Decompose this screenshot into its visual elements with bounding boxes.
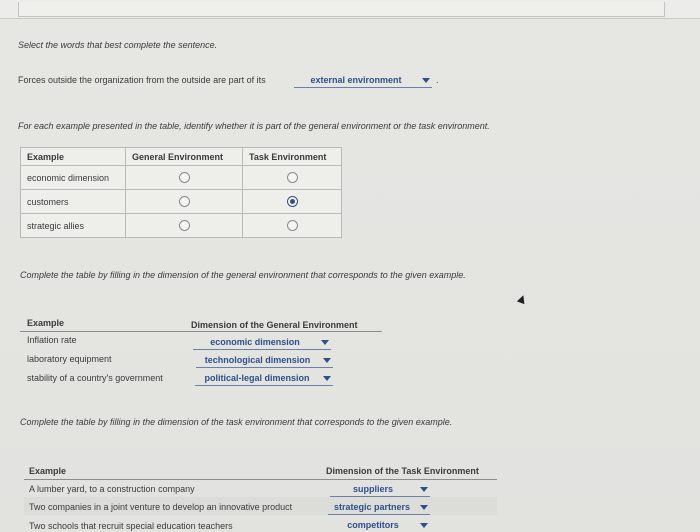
q2-header-row xyxy=(21,148,342,166)
q2-header-task: Task Environment xyxy=(243,148,342,166)
q3-dropdown-value: economic dimension xyxy=(210,337,300,347)
q2-table xyxy=(20,147,342,238)
table-row xyxy=(21,190,342,214)
q1-dropdown-value: external environment xyxy=(310,75,402,85)
q1-sentence-prefix: Forces outside the organization from the outside are part of its xyxy=(18,75,266,85)
top-input-frame xyxy=(18,2,665,17)
q4-instruction: Complete the table by filling in the dimension of the task environment that corresponds to the given example. xyxy=(20,417,453,427)
chevron-down-icon xyxy=(321,340,329,345)
q4-dropdown-3[interactable] xyxy=(330,520,430,532)
q3-header-rule xyxy=(20,331,382,332)
q4-dropdown-value: strategic partners xyxy=(333,502,411,512)
chevron-down-icon xyxy=(422,78,430,83)
q3-header-example: Example xyxy=(27,318,65,328)
table-row xyxy=(21,166,342,190)
radio-task-selected[interactable] xyxy=(287,196,298,207)
q4-row-example: Two schools that recruit special education teachers xyxy=(29,521,233,531)
q2-instruction: For each example presented in the table, identify whether it is part of the general environment or the task environment. xyxy=(18,121,490,131)
q4-dropdown-value: competitors xyxy=(347,520,399,530)
q3-dropdown-2[interactable] xyxy=(196,355,333,368)
radio-task[interactable] xyxy=(287,220,298,231)
q1-sentence-suffix: . xyxy=(436,75,439,85)
q3-dropdown-value: technological dimension xyxy=(204,355,311,365)
radio-task[interactable] xyxy=(287,172,298,183)
q3-row-example: stability of a country's government xyxy=(27,373,163,383)
q3-dropdown-value: political-legal dimension xyxy=(204,373,310,383)
top-bar xyxy=(0,0,700,19)
chevron-down-icon xyxy=(420,505,428,510)
q4-header-dimension: Dimension of the Task Environment xyxy=(326,466,479,476)
q2-row-example: economic dimension xyxy=(21,166,126,190)
q4-row-example: Two companies in a joint venture to develop an innovative product xyxy=(29,502,293,512)
chevron-down-icon xyxy=(420,523,428,528)
q3-dropdown-1[interactable] xyxy=(193,337,331,350)
q4-dropdown-1[interactable] xyxy=(330,484,430,497)
q3-instruction: Complete the table by filling in the dimension of the general environment that corresponds to the given example. xyxy=(20,270,466,280)
q3-row-example: laboratory equipment xyxy=(27,354,112,364)
table-row xyxy=(21,214,342,238)
q4-header-rule xyxy=(24,479,497,480)
q2-row-example: customers xyxy=(21,190,126,214)
q3-row-example: Inflation rate xyxy=(27,335,77,345)
radio-general[interactable] xyxy=(179,220,190,231)
chevron-down-icon xyxy=(323,358,331,363)
q4-header-example: Example xyxy=(29,466,67,476)
chevron-down-icon xyxy=(420,487,428,492)
chevron-down-icon xyxy=(323,376,331,381)
q2-row-example: strategic allies xyxy=(21,214,126,238)
q2-header-general: General Environment xyxy=(126,148,243,166)
q4-dropdown-value: suppliers xyxy=(352,484,393,494)
q4-dropdown-2[interactable] xyxy=(328,502,430,515)
q1-dropdown[interactable] xyxy=(294,75,432,88)
radio-general[interactable] xyxy=(179,172,190,183)
q2-header-example: Example xyxy=(21,148,126,166)
radio-general[interactable] xyxy=(179,196,190,207)
mouse-cursor-icon xyxy=(517,294,527,304)
q1-instruction: Select the words that best complete the sentence. xyxy=(18,40,218,50)
q4-row-example: A lumber yard, to a construction company xyxy=(29,484,195,494)
q3-dropdown-3[interactable] xyxy=(195,373,333,386)
q3-header-dimension: Dimension of the General Environment xyxy=(191,320,358,330)
